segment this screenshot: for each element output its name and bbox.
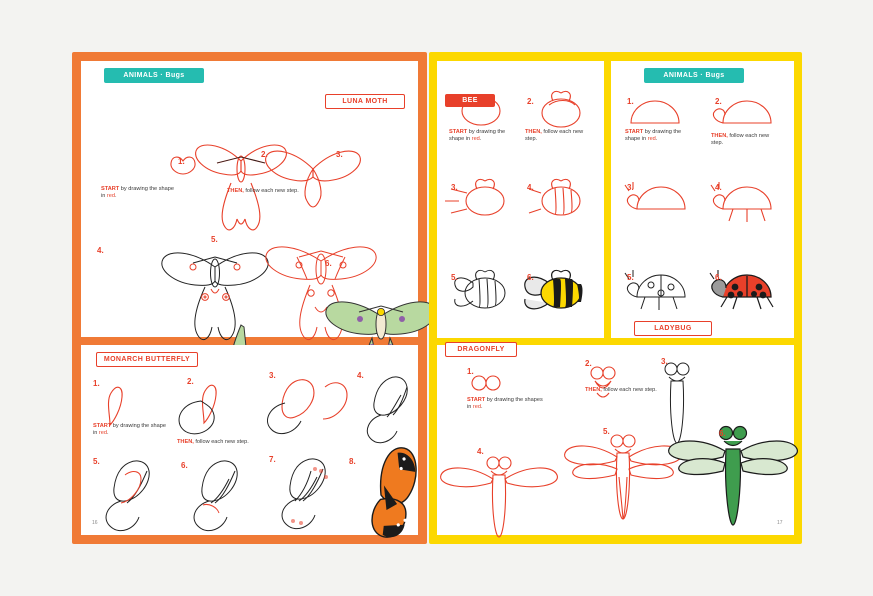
- page-number-right: 17: [777, 520, 783, 526]
- panel-dragonfly: [437, 345, 794, 535]
- step-number: 7.: [269, 455, 276, 464]
- page-header-right: ANIMALS · Bugs: [644, 68, 744, 83]
- page-header-left: ANIMALS · Bugs: [104, 68, 204, 83]
- then-caption: THEN, follow each new step.: [227, 188, 299, 194]
- lesson-label-dragonfly: DRAGONFLY: [445, 342, 517, 357]
- then-caption: THEN, follow each new step.: [525, 129, 584, 143]
- page-number-left: 16: [92, 520, 98, 526]
- step-number: 4.: [477, 447, 484, 456]
- step-number: 1.: [93, 379, 100, 388]
- then-caption: THEN, follow each new step.: [177, 439, 249, 445]
- step-number: 5.: [451, 273, 458, 282]
- lesson-label-bee: BEE: [445, 94, 495, 107]
- step-number: 5.: [211, 235, 218, 244]
- step-number: 6.: [715, 273, 722, 282]
- step-number: 6.: [325, 259, 332, 268]
- step-number: 2.: [187, 377, 194, 386]
- step-number: 4.: [527, 183, 534, 192]
- lesson-label-ladybug: LADYBUG: [634, 321, 712, 336]
- right-page: [429, 52, 802, 544]
- then-caption: THEN, follow each new step.: [711, 133, 770, 147]
- step-number: 2.: [527, 97, 534, 106]
- ladybug-illustrations: [611, 61, 794, 338]
- then-caption: THEN, follow each new step.: [585, 387, 657, 393]
- lesson-label-monarch: MONARCH BUTTERFLY: [96, 352, 198, 367]
- lesson-label-luna-moth: LUNA MOTH: [325, 94, 405, 109]
- step-number: 8.: [349, 457, 356, 466]
- step-number: 5.: [627, 273, 634, 282]
- step-number: 6.: [181, 461, 188, 470]
- step-number: 3.: [451, 183, 458, 192]
- start-caption: START by drawing the shapes in red.: [467, 397, 543, 411]
- step-number: 6.: [527, 273, 534, 282]
- step-number: 1.: [467, 367, 474, 376]
- step-number: 6.: [719, 429, 726, 438]
- left-page: [72, 52, 427, 544]
- start-caption: START by drawing the shape in red.: [101, 186, 174, 200]
- start-caption: START by drawing the shape in red.: [625, 129, 682, 143]
- step-number: 4.: [715, 183, 722, 192]
- book-spread: [72, 52, 802, 544]
- panel-monarch-butterfly: [81, 345, 418, 535]
- step-number: 3.: [269, 371, 276, 380]
- step-number: 2.: [715, 97, 722, 106]
- start-caption: START by drawing the shape in red.: [93, 423, 166, 437]
- step-number: 4.: [97, 246, 104, 255]
- panel-ladybug: [611, 61, 794, 338]
- step-number: 5.: [93, 457, 100, 466]
- step-number: 1.: [627, 97, 634, 106]
- step-number: 2.: [261, 150, 268, 159]
- step-number: 3.: [627, 183, 634, 192]
- step-number: 3.: [336, 150, 343, 159]
- step-number: 2.: [585, 359, 592, 368]
- step-number: 3.: [661, 357, 668, 366]
- step-number: 4.: [357, 371, 364, 380]
- dragonfly-illustrations: [437, 345, 794, 535]
- step-number: 1.: [178, 157, 185, 166]
- start-caption: START by drawing the shape in red.: [449, 129, 506, 143]
- step-number: 5.: [603, 427, 610, 436]
